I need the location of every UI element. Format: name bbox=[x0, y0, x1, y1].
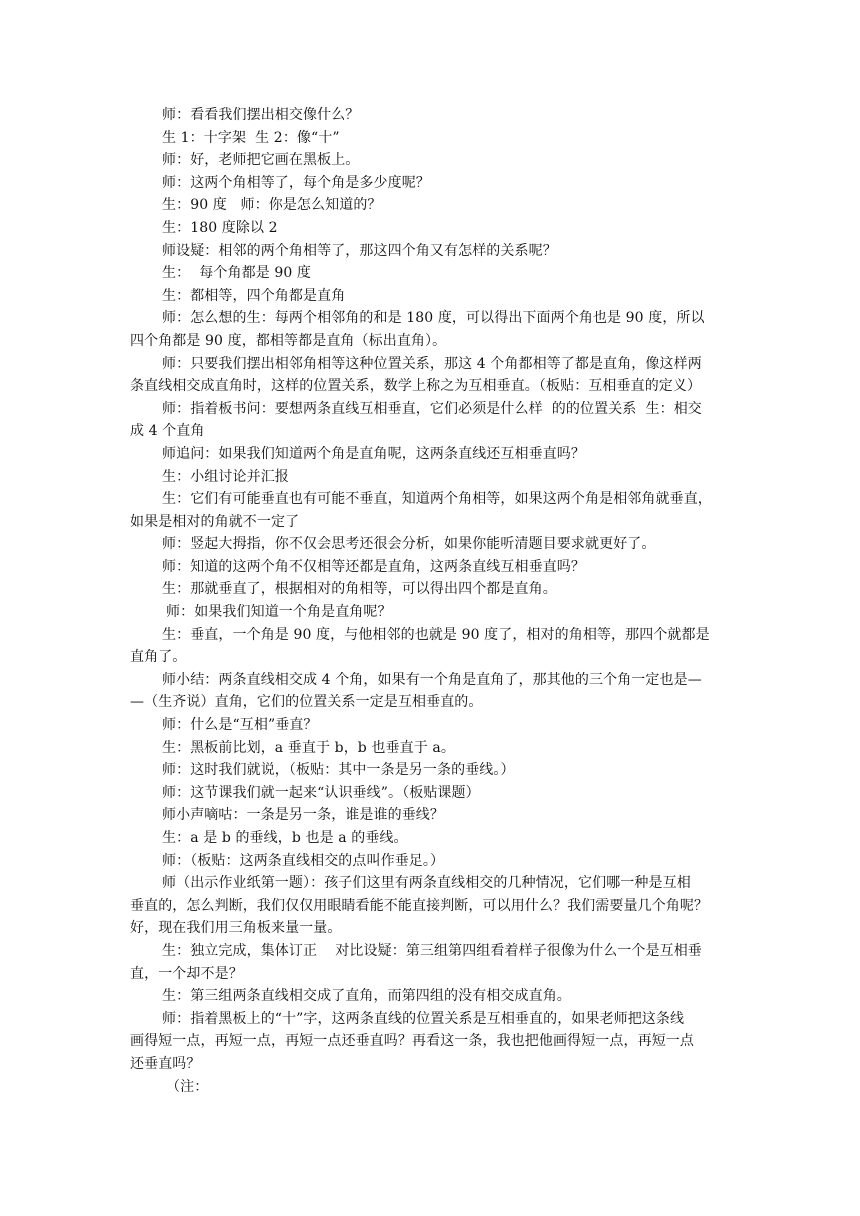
text-line: 直，一个却不是？ bbox=[130, 965, 243, 982]
text-line: （注： bbox=[166, 1078, 209, 1095]
text-line: 垂直的，怎么判断，我们仅仅用眼睛看能不能直接判断，可以用什么？我们需要量几个角呢？ bbox=[130, 897, 709, 914]
text-line: 师：这节课我们就一起来“认识垂线”。（板贴课题） bbox=[162, 784, 480, 801]
text-line: 生：都相等，四个角都是直角 bbox=[162, 287, 346, 304]
text-line: 生： 每个角都是 90 度 bbox=[162, 265, 312, 282]
text-line: 生：90 度 师：你是怎么知道的？ bbox=[162, 197, 382, 214]
text-line: 师：指着黑板上的“十”字，这两条直线的位置关系是互相垂直的，如果老师把这条线 bbox=[162, 1010, 685, 1027]
text-line: 师：怎么想的生：每两个相邻角的和是 180 度，可以得出下面两个角也是 90 度，所以 bbox=[162, 310, 705, 327]
text-line: 生：那就垂直了，根据相对的角相等，可以得出四个都是直角。 bbox=[162, 581, 557, 598]
text-line: 师：这两个角相等了，每个角是多少度呢？ bbox=[162, 174, 430, 191]
text-line: 好，现在我们用三角板来量一量。 bbox=[130, 920, 342, 937]
text-line: 生：180 度除以 2 bbox=[162, 219, 278, 236]
text-line: 生：小组讨论并汇报 bbox=[162, 468, 289, 485]
text-line: 四个角都是 90 度，都相等都是直角（标出直角）。 bbox=[130, 332, 447, 349]
text-line: 直角了。 bbox=[130, 649, 187, 666]
text-line: 师：好，老师把它画在黑板上。 bbox=[162, 152, 360, 169]
text-line: 生：它们有可能垂直也有可能不垂直，知道两个角相等，如果这两个角是相邻角就垂直， bbox=[162, 491, 712, 508]
text-line: 生：独立完成，集体订正 对比设疑：第三组第四组看着样子很像为什么一个是互相垂 bbox=[162, 942, 702, 959]
text-line: —（生齐说）直角，它们的位置关系一定是互相垂直的。 bbox=[130, 694, 483, 711]
text-line: 还垂直吗？ bbox=[130, 1055, 201, 1072]
text-line: 师：这时我们就说，（板贴：其中一条是另一条的垂线。） bbox=[162, 762, 515, 779]
text-line: 师：竖起大拇指，你不仅会思考还很会分析，如果你能听清题目要求就更好了。 bbox=[162, 536, 656, 553]
text-line: 画得短一点，再短一点，再短一点还垂直吗？再看这一条，我也把他画得短一点，再短一点 bbox=[130, 1033, 694, 1050]
text-line: 生：黑板前比划，a 垂直于 b，b 也垂直于 a。 bbox=[162, 739, 455, 756]
text-line: 师：知道的这两个角不仅相等还都是直角，这两条直线互相垂直吗？ bbox=[162, 558, 585, 575]
text-line: 师小声嘀咕：一条是另一条，谁是谁的垂线？ bbox=[162, 807, 444, 824]
text-line: 师（出示作业纸第一题）：孩子们这里有两条直线相交的几种情况，它们哪一种是互相 bbox=[162, 875, 691, 892]
text-line: 师：什么是“互相”垂直？ bbox=[162, 717, 318, 734]
text-line: 师设疑：相邻的两个角相等了，那这四个角又有怎样的关系呢？ bbox=[162, 242, 557, 259]
text-line: 如果是相对的角就不一定了 bbox=[130, 513, 300, 530]
text-line: 师追问：如果我们知道两个角是直角呢，这两条直线还互相垂直吗？ bbox=[162, 445, 585, 462]
document-body bbox=[130, 104, 738, 1098]
text-line: 师：指着板书问：要想两条直线互相垂直，它们必须是什么样 的的位置关系 生：相交 bbox=[162, 400, 702, 417]
text-line: 师：（板贴：这两条直线相交的点叫作垂足。） bbox=[162, 852, 445, 869]
text-line: 生：a 是 b 的垂线，b 也是 a 的垂线。 bbox=[162, 830, 408, 846]
text-line: 师小结：两条直线相交成 4 个角，如果有一个角是直角了，那其他的三个角一定也是— bbox=[162, 671, 702, 688]
text-line: 生：垂直，一个角是 90 度，与他相邻的也就是 90 度了，相对的角相等，那四个就都是 bbox=[162, 626, 710, 643]
text-line: 师：看看我们摆出相交像什么？ bbox=[162, 107, 360, 123]
text-line: 条直线相交成直角时，这样的位置关系，数学上称之为互相垂直。（板贴：互相垂直的定义） bbox=[130, 378, 702, 395]
text-line: 生：第三组两条直线相交成了直角，而第四组的没有相交成直角。 bbox=[162, 988, 571, 1005]
text-line: 师：如果我们知道一个角是直角呢？ bbox=[166, 604, 392, 621]
text-line: 生 1：十字架 生 2：像“十” bbox=[162, 129, 340, 146]
text-line: 师：只要我们摆出相邻角相等这种位置关系，那这 4 个角都相等了都是直角，像这样两 bbox=[162, 355, 702, 372]
text-line: 成 4 个直角 bbox=[130, 423, 205, 440]
